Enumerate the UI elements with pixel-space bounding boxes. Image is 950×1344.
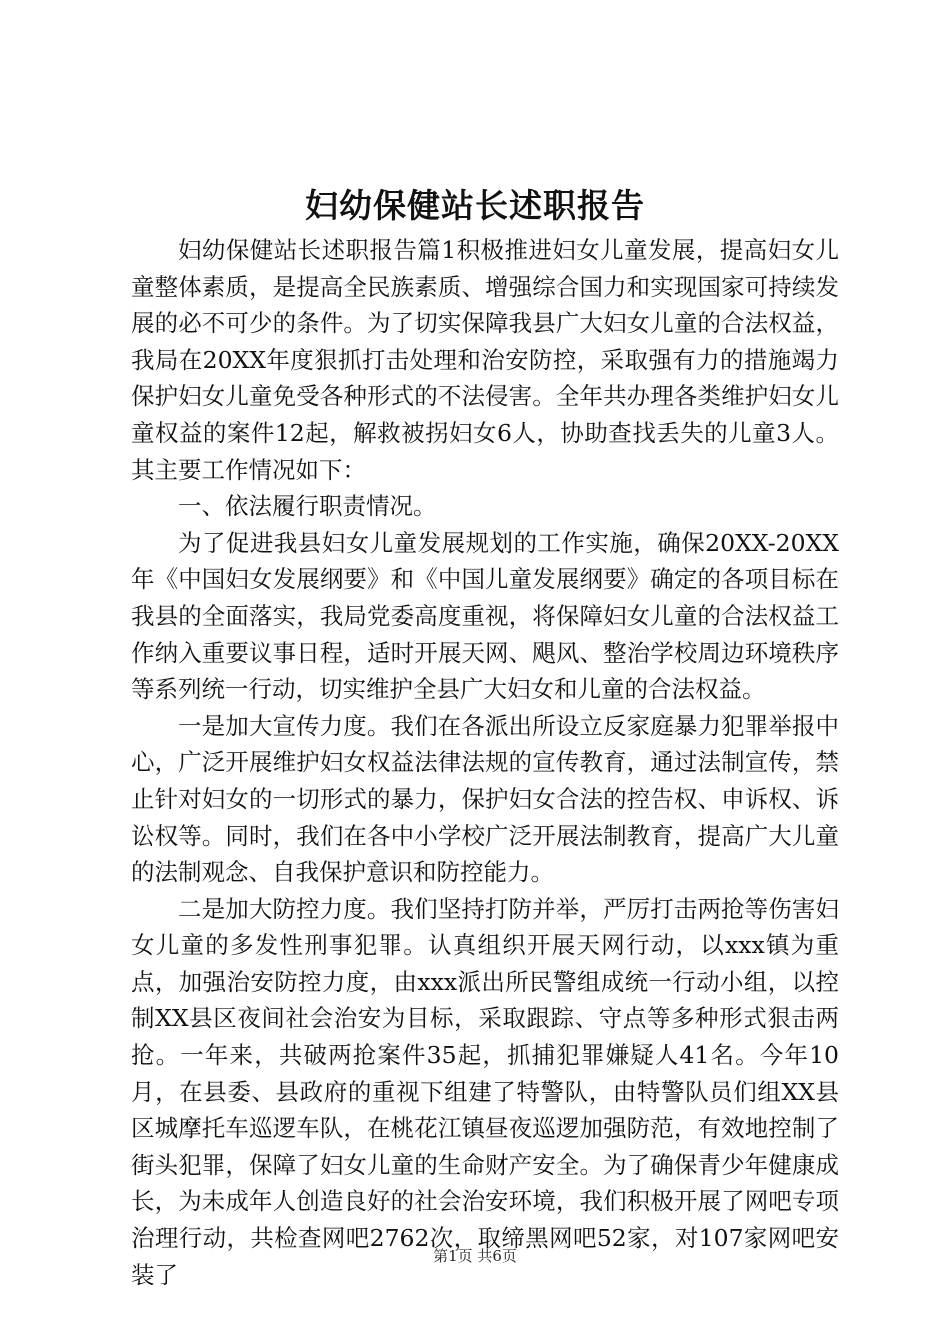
document-body — [131, 232, 839, 1293]
document-title: 妇幼保健站长述职报告 — [305, 186, 645, 225]
paragraph-publicity: 一是加大宣传力度。我们在各派出所设立反家庭暴力犯罪举报中心，广泛开展维护妇女权益法律法规的宣传教育，通过法制宣传，禁止针对妇女的一切形式的暴力，保护妇女合法的控告权、申诉权、诉讼权等。同时，我们在各中小学校广泛开展法制教育，提高广大儿童的法制观念、自我保护意识和防控能力。 — [131, 711, 839, 887]
paragraph-prevention: 二是加大防控力度。我们坚持打防并举，严厉打击两抢等伤害妇女儿童的多发性刑事犯罪。认真组织开展天网行动，以xxx镇为重点，加强治安防控力度，由xxx派出所民警组成统一行动小组，以控制XX县区夜间社会治安为目标，采取跟踪、守点等多种形式狠击两抢。一年来，共破两抢案件35起，抓捕犯罪嫌疑人41名。今年10月，在县委、县政府的重视下组建了特警队，由特警队员们组XX县区城摩托车巡逻车队，在桃花江镇昼夜巡逻加强防范，有效地控制了街头犯罪，保障了妇女儿童的生命财产安全。为了确保青少年健康成长，为未成年人创造良好的社会治安环境，我们积极开展了网吧专项治理行动，共检查网吧2762次，取缔黑网吧52家，对107家网吧安装了 — [131, 894, 839, 1289]
paragraph-overview: 为了促进我县妇女儿童发展规划的工作实施，确保20XX-20XX年《中国妇女发展纲要》和《中国儿童发展纲要》确定的各项目标在我县的全面落实，我局党委高度重视，将保障妇女儿童的合法权益工作纳入重要议事日程，适时开展天网、飓风、整治学校周边环境秩序等系列统一行动，切实维护全县广大妇女和儿童的合法权益。 — [131, 528, 839, 704]
paragraph-intro: 妇幼保健站长述职报告篇1积极推进妇女儿童发展，提高妇女儿童整体素质，是提高全民族素质、增强综合国力和实现国家可持续发展的必不可少的条件。为了切实保障我县广大妇女儿童的合法权益，我局在20XX年度狠抓打击处理和治安防控，采取强有力的措施竭力保护妇女儿童免受各种形式的不法侵害。全年共办理各类维护妇女儿童权益的案件12起，解救被拐妇女6人，协助查找丢失的儿童3人。其主要工作情况如下： — [131, 236, 839, 484]
page-footer: 第1页 共6页 — [433, 1247, 517, 1265]
paragraph-section-heading: 一、依法履行职责情况。 — [178, 492, 437, 521]
